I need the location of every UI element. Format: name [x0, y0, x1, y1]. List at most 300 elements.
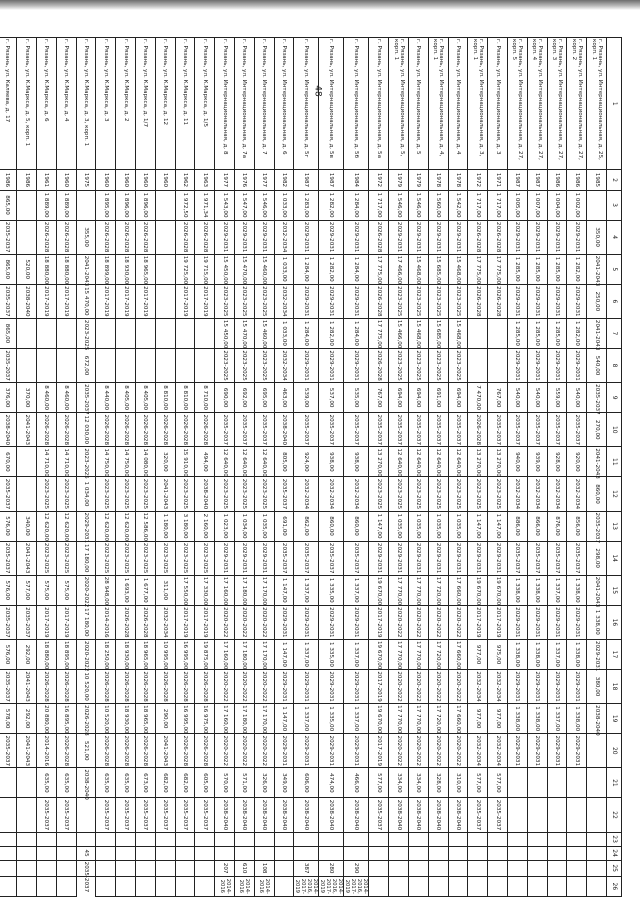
table-cell: 2032-2034	[294, 477, 319, 511]
table-cell: 2038-2040	[274, 798, 294, 832]
table-cell: 2023-2025	[488, 477, 508, 511]
table-cell: 17 770,00	[389, 639, 409, 669]
table-cell: 1 337,00	[344, 575, 369, 605]
table-cell: 19 725,00	[175, 254, 195, 284]
table-cell: 17 170,00	[254, 704, 274, 734]
table-cell: 1 338,00	[508, 704, 528, 734]
table-cell: 2035-2037	[369, 798, 389, 832]
table-cell: 2038-2040	[254, 798, 274, 832]
table-cell: 2029-2031	[344, 220, 369, 254]
table-cell: 2026-2028	[136, 220, 156, 254]
table-cell: 17 160,00	[215, 639, 235, 669]
table-cell: 2023-2025	[409, 477, 429, 511]
table-cell	[116, 318, 136, 348]
table-cell	[155, 876, 175, 896]
table-cell: 15 468,00	[409, 318, 429, 348]
table-cell: 2029-2031	[448, 541, 468, 575]
table-cell: 1 337,00	[344, 639, 369, 669]
column-number: 7	[607, 318, 622, 348]
table-cell: 2020-2022	[448, 670, 468, 704]
table-cell: 2026-2028	[136, 413, 156, 447]
column-number: 1	[607, 38, 622, 170]
address-cell: г. Рязань, ул. К.Маркса, д. 2	[116, 38, 136, 170]
table-cell: 1 035,00	[448, 511, 468, 541]
table-cell	[195, 832, 215, 846]
table-cell: 17 770,00	[409, 575, 429, 605]
table-cell: 2023-2025	[215, 349, 235, 383]
table-cell: 350,00	[587, 220, 607, 254]
table-cell: 2032-2034	[547, 477, 567, 511]
table-cell: 1 677,00	[136, 575, 156, 605]
table-row	[369, 38, 389, 897]
table-cell: 1976	[235, 170, 255, 190]
table-cell	[0, 768, 17, 798]
table-cell: 2035-2037	[344, 541, 369, 575]
table-cell	[0, 798, 17, 832]
table-cell: 2020-2022	[428, 670, 448, 704]
table-cell	[175, 860, 195, 876]
column-number: 23	[607, 832, 622, 846]
table-cell: 2038-2040	[428, 798, 448, 832]
table-cell	[37, 349, 57, 383]
table-cell: 2035-2037	[567, 541, 587, 575]
address-cell: г. Рязань, ул. К.Маркса, д. 1/5	[195, 38, 215, 170]
table-row	[116, 38, 136, 897]
table-cell: 2029-2031	[567, 670, 587, 704]
table-cell	[116, 832, 136, 846]
table-cell	[389, 846, 409, 860]
table-cell: 2023-2025	[254, 349, 274, 383]
table-cell: 2023-2025	[448, 349, 468, 383]
table-cell	[37, 876, 57, 896]
table-cell: 2029-2031	[547, 605, 567, 639]
table-cell: 1 338,00	[508, 639, 528, 669]
table-cell	[235, 832, 255, 846]
table-cell: 977,00	[468, 639, 488, 669]
table-cell: 2035-2037	[587, 511, 607, 541]
table-cell: 2026-2028	[175, 220, 195, 254]
table-cell	[37, 318, 57, 348]
table-cell: 559,00	[547, 383, 567, 413]
table-cell: 1 717,00	[369, 190, 389, 220]
table-cell: 14 710,00	[37, 447, 57, 477]
table-cell: 2017-2019	[116, 284, 136, 318]
table-row	[468, 38, 488, 897]
table-row	[567, 38, 587, 897]
table-cell: 1 337,00	[294, 704, 319, 734]
table-cell: 2029-2031	[274, 734, 294, 768]
table-cell	[195, 846, 215, 860]
table-cell: 17 466,00	[389, 254, 409, 284]
table-cell: 2023-2025	[116, 541, 136, 575]
table-cell: 1 889,00	[56, 190, 76, 220]
table-cell: 2035-2037	[319, 541, 344, 575]
table-cell	[527, 846, 547, 860]
table-cell: 1963	[195, 170, 215, 190]
table-cell: 14 080,00	[136, 447, 156, 477]
table-cell: 17 660,00	[448, 575, 468, 605]
table-cell: 1960	[116, 170, 136, 190]
table-cell: 577,00	[369, 768, 389, 798]
table-cell: 1975	[76, 170, 96, 190]
table-cell: 1 337,00	[294, 639, 319, 669]
table-row	[344, 38, 369, 897]
table-cell	[0, 860, 17, 876]
table-cell: 1 971,34	[195, 190, 215, 220]
table-cell: 2035-2037	[508, 413, 528, 447]
table-cell: 2035-2037	[587, 383, 607, 413]
table-cell: 12 620,00	[96, 511, 116, 541]
table-cell: 2020-2022	[76, 639, 96, 669]
table-cell	[155, 349, 175, 383]
table-cell: 2029-2031	[274, 605, 294, 639]
table-cell: 1986	[17, 170, 37, 190]
table-cell: 2035-2037	[175, 798, 195, 832]
table-cell: 2029-2031	[508, 349, 528, 383]
table-cell: 1960	[96, 170, 116, 190]
table-cell: 2035-2037	[215, 413, 235, 447]
table-cell: 2017-2019	[488, 605, 508, 639]
table-cell: 2017-2019	[195, 605, 215, 639]
table-cell	[136, 832, 156, 846]
table-cell: 16 895,00	[56, 704, 76, 734]
table-cell: 494,00	[195, 447, 215, 477]
table-cell	[175, 318, 195, 348]
table-cell: 682,00	[155, 768, 175, 798]
table-cell: 928,00	[547, 447, 567, 477]
table-cell	[17, 860, 37, 876]
table-cell	[155, 832, 175, 846]
table-cell: 2029-2031	[319, 734, 344, 768]
table-cell: 2023-2025	[428, 349, 448, 383]
table-cell: 2026-2028	[37, 670, 57, 704]
table-cell: 2014-2016	[235, 876, 255, 896]
table-cell	[468, 860, 488, 876]
table-cell	[547, 846, 567, 860]
table-cell: 610	[235, 860, 255, 876]
table-cell: 2038-2040	[17, 284, 37, 318]
address-cell: г. Рязань, ул. К.Маркса, д. 1/7	[136, 38, 156, 170]
table-cell: 1 180,00	[155, 511, 175, 541]
table-cell	[195, 876, 215, 896]
table-cell: 17 775,00	[468, 254, 488, 284]
table-cell: 2035-2037	[235, 413, 255, 447]
table-cell: 12 620,00	[56, 511, 76, 541]
table-cell: 2014-2016, 2017-2019	[319, 876, 344, 896]
table-cell: 2035-2037	[0, 541, 17, 575]
table-cell	[17, 447, 37, 477]
table-cell	[428, 860, 448, 876]
table-cell: 10 520,00	[96, 704, 116, 734]
table-cell: 2038-2040	[235, 798, 255, 832]
table-cell	[468, 318, 488, 348]
table-cell: 2026-2028	[175, 413, 195, 447]
table-cell: 2026-2028	[369, 284, 389, 318]
table-cell	[17, 798, 37, 832]
table-cell: 1 147,00	[274, 575, 294, 605]
table-cell: 2017-2019	[37, 605, 57, 639]
table-cell: 695,00	[254, 383, 274, 413]
table-cell: 938,00	[319, 447, 344, 477]
table-cell	[527, 876, 547, 896]
table-cell: 376,00	[0, 383, 17, 413]
table-cell	[136, 318, 156, 348]
table-cell	[17, 349, 37, 383]
table-cell: 1985	[587, 170, 607, 190]
table-cell	[274, 860, 294, 876]
column-number: 3	[607, 190, 622, 220]
table-cell	[344, 846, 369, 860]
column-number: 15	[607, 575, 622, 605]
table-cell: 13 270,00	[468, 447, 488, 477]
table-cell: 1 282,00	[319, 190, 344, 220]
address-cell: г. Рязань, ул. Интернациональная, д. 5а	[369, 38, 389, 170]
table-cell: 12 640,00	[389, 447, 409, 477]
table-cell	[116, 860, 136, 876]
table-cell	[155, 318, 175, 348]
table-cell: 939,00	[527, 447, 547, 477]
table-cell	[409, 876, 429, 896]
table-cell	[17, 832, 37, 846]
address-cell: г. Рязань, ул. Интернациональная, д. 5в	[319, 38, 344, 170]
column-number: 24	[607, 846, 622, 860]
table-cell: 2029-2031	[294, 284, 319, 318]
table-cell: 2020-2022	[448, 734, 468, 768]
column-number: 20	[607, 734, 622, 768]
table-cell: 860,00	[587, 477, 607, 511]
table-cell	[155, 254, 175, 284]
table-cell	[587, 768, 607, 798]
table-cell	[254, 832, 274, 846]
table-cell: 2035-2037	[0, 477, 17, 511]
table-row	[488, 38, 508, 897]
table-cell: 2038-2040	[195, 477, 215, 511]
table-cell: 12 640,00	[215, 447, 235, 477]
column-number: 13	[607, 511, 622, 541]
table-cell: 17 660,00	[448, 639, 468, 669]
table-cell: 856,00	[567, 511, 587, 541]
table-cell	[587, 190, 607, 220]
table-cell: 18 899,00	[96, 254, 116, 284]
table-cell	[96, 318, 116, 348]
table-cell	[527, 768, 547, 798]
table-cell: 17 775,00	[369, 318, 389, 348]
table-cell: 2029-2031	[567, 220, 587, 254]
table-cell: 767,00	[488, 383, 508, 413]
table-cell: 1 282,00	[567, 318, 587, 348]
table-cell: 576,00	[0, 575, 17, 605]
table-cell: 270,00	[587, 413, 607, 447]
table-cell: 1 896,00	[116, 190, 136, 220]
table-cell: 2035-2037	[195, 798, 215, 832]
table-cell: 2023-2025	[468, 477, 488, 511]
table-cell: 1 284,00	[344, 318, 369, 348]
table-cell: 2035-2037	[547, 413, 567, 447]
table-cell: 18 895,00	[56, 639, 76, 669]
table-cell: 2035-2037	[389, 413, 409, 447]
table-cell: 2023-2025	[215, 284, 235, 318]
table-cell: 2026-2028	[369, 349, 389, 383]
table-cell: 2032-2034	[468, 734, 488, 768]
table-cell: 578,00	[0, 704, 17, 734]
table-cell	[344, 832, 369, 846]
table-cell: 2020-2022	[428, 734, 448, 768]
table-cell: 2026-2028	[56, 670, 76, 704]
table-cell	[319, 846, 344, 860]
table-cell	[17, 846, 37, 860]
table-cell: 2035-2037	[508, 541, 528, 575]
table-cell: 1979	[389, 170, 409, 190]
table-cell: 1 282,00	[319, 254, 344, 284]
table-cell: 19 670,00	[488, 575, 508, 605]
table-cell	[96, 832, 116, 846]
table-cell: 340,00	[17, 511, 37, 541]
table-cell: 19 670,00	[369, 639, 389, 669]
table-cell	[96, 846, 116, 860]
table-cell: 1 693,00	[116, 575, 136, 605]
table-cell: 1 034,00	[235, 511, 255, 541]
table-cell: 2026-2028	[195, 220, 215, 254]
column-number: 14	[607, 541, 622, 575]
table-cell: 2017-2019	[175, 605, 195, 639]
table-cell	[488, 832, 508, 846]
table-cell: 2029-2031	[547, 670, 567, 704]
table-cell	[587, 876, 607, 896]
table-cell: 2026-2028	[488, 220, 508, 254]
table-cell: 2026-2028	[195, 670, 215, 704]
table-cell: 17 180,00	[235, 639, 255, 669]
table-cell	[428, 876, 448, 896]
table-row	[508, 38, 528, 897]
table-cell: 2032-2034	[274, 220, 294, 254]
table-cell	[17, 768, 37, 798]
address-cell: г. Рязань, ул. К.Маркса, д. 5, корп. 1	[17, 38, 37, 170]
table-cell: 2020-2022	[235, 605, 255, 639]
column-number: 6	[607, 284, 622, 318]
table-cell: 20 880,00	[37, 704, 57, 734]
table-cell: 12 640,00	[235, 447, 255, 477]
table-cell: 12 640,00	[428, 447, 448, 477]
table-cell: 1978	[428, 170, 448, 190]
table-cell: 1 335,00	[319, 639, 344, 669]
table-cell: 2038-2040	[274, 413, 294, 447]
table-cell	[547, 876, 567, 896]
table-cell: 1961	[37, 170, 57, 190]
table-cell: 45	[76, 846, 96, 860]
table-cell: 334,00	[389, 768, 409, 798]
table-cell: 2041-2043	[76, 254, 96, 284]
table-cell: 576,00	[0, 639, 17, 669]
table-cell: 8 440,00	[96, 383, 116, 413]
table-cell: 290,00	[155, 704, 175, 734]
table-cell: 18 930,00	[116, 639, 136, 669]
table-cell: 15 685,00	[428, 318, 448, 348]
table-row	[428, 38, 448, 897]
table-cell: 2035-2037	[0, 220, 17, 254]
table-cell: 2026-2028	[155, 413, 175, 447]
column-number: 4	[607, 220, 622, 254]
table-cell: 16 995,00	[175, 704, 195, 734]
table-cell: 2023-2025	[215, 477, 235, 511]
table-cell: 2020-2022	[409, 605, 429, 639]
table-cell: 1 335,00	[319, 575, 344, 605]
table-cell: 576,00	[0, 511, 17, 541]
table-cell: 16 975,00	[195, 704, 215, 734]
table-cell	[136, 860, 156, 876]
table-cell: 2029-2031	[547, 734, 567, 768]
table-cell	[116, 349, 136, 383]
table-cell	[547, 768, 567, 798]
table-cell: 1 338,00	[567, 704, 587, 734]
table-cell: 2017-2019	[195, 284, 215, 318]
table-cell: 15 466,00	[389, 318, 409, 348]
table-cell	[587, 832, 607, 846]
table-row	[294, 38, 319, 897]
table-cell: 2041-2043	[587, 318, 607, 348]
column-number: 22	[607, 798, 622, 832]
table-cell: 8 460,00	[37, 383, 57, 413]
table-cell: 2026-2028	[369, 220, 389, 254]
table-cell	[527, 860, 547, 876]
table-cell: 2035-2037	[76, 383, 96, 413]
table-cell: 1987	[319, 170, 344, 190]
table-cell: 2029-2031	[369, 541, 389, 575]
table-cell: 2017-2019	[468, 605, 488, 639]
table-cell: 2035-2037	[274, 541, 294, 575]
table-cell: 1 283,00	[294, 190, 319, 220]
table-cell: 2029-2031	[527, 284, 547, 318]
table-cell: 2035-2037	[254, 413, 274, 447]
table-cell: 18 965,00	[136, 254, 156, 284]
table-cell: 1986	[567, 170, 587, 190]
table-cell: 2029-2031	[488, 541, 508, 575]
table-cell: 2029-2031	[294, 220, 319, 254]
table-cell: 2035-2037	[428, 413, 448, 447]
table-cell: 694,00	[409, 383, 429, 413]
table-cell: 2017-2019	[96, 284, 116, 318]
table-cell: 2017-2019	[56, 284, 76, 318]
table-cell: 2029-2031	[428, 220, 448, 254]
table-row	[136, 38, 156, 897]
table-cell: 17 180,00	[235, 704, 255, 734]
table-cell: 2026-2028	[468, 413, 488, 447]
table-cell: 2029-2031	[215, 541, 235, 575]
table-cell: 2020-2022	[215, 670, 235, 704]
table-cell: 2026-2028	[76, 704, 96, 734]
table-cell	[76, 798, 96, 832]
table-cell: 1 284,00	[294, 318, 319, 348]
table-cell: 2035-2037	[527, 541, 547, 575]
table-cell	[508, 798, 528, 832]
table-cell	[409, 846, 429, 860]
table-cell: 1 282,00	[567, 254, 587, 284]
table-cell	[155, 190, 175, 220]
table-cell: 17 180,00	[76, 605, 96, 639]
table-cell	[389, 860, 409, 876]
table-cell	[428, 846, 448, 860]
table-cell: 2029-2031	[508, 670, 528, 704]
table-cell: 2026-2028	[116, 220, 136, 254]
table-cell: 370,00	[17, 383, 37, 413]
table-cell: 2029-2031	[468, 541, 488, 575]
address-cell: г. Рязань, ул. Интернациональная, д. 8	[215, 38, 235, 170]
address-cell: г. Рязань, ул. Интернациональная, д. 25, корп. 1	[587, 38, 607, 170]
table-cell: 2026-2028	[195, 413, 215, 447]
table-cell: 2029-2031	[547, 349, 567, 383]
table-cell: 19 670,00	[468, 575, 488, 605]
table-cell: 2038-2040	[215, 798, 235, 832]
table-cell: 463,00	[274, 383, 294, 413]
